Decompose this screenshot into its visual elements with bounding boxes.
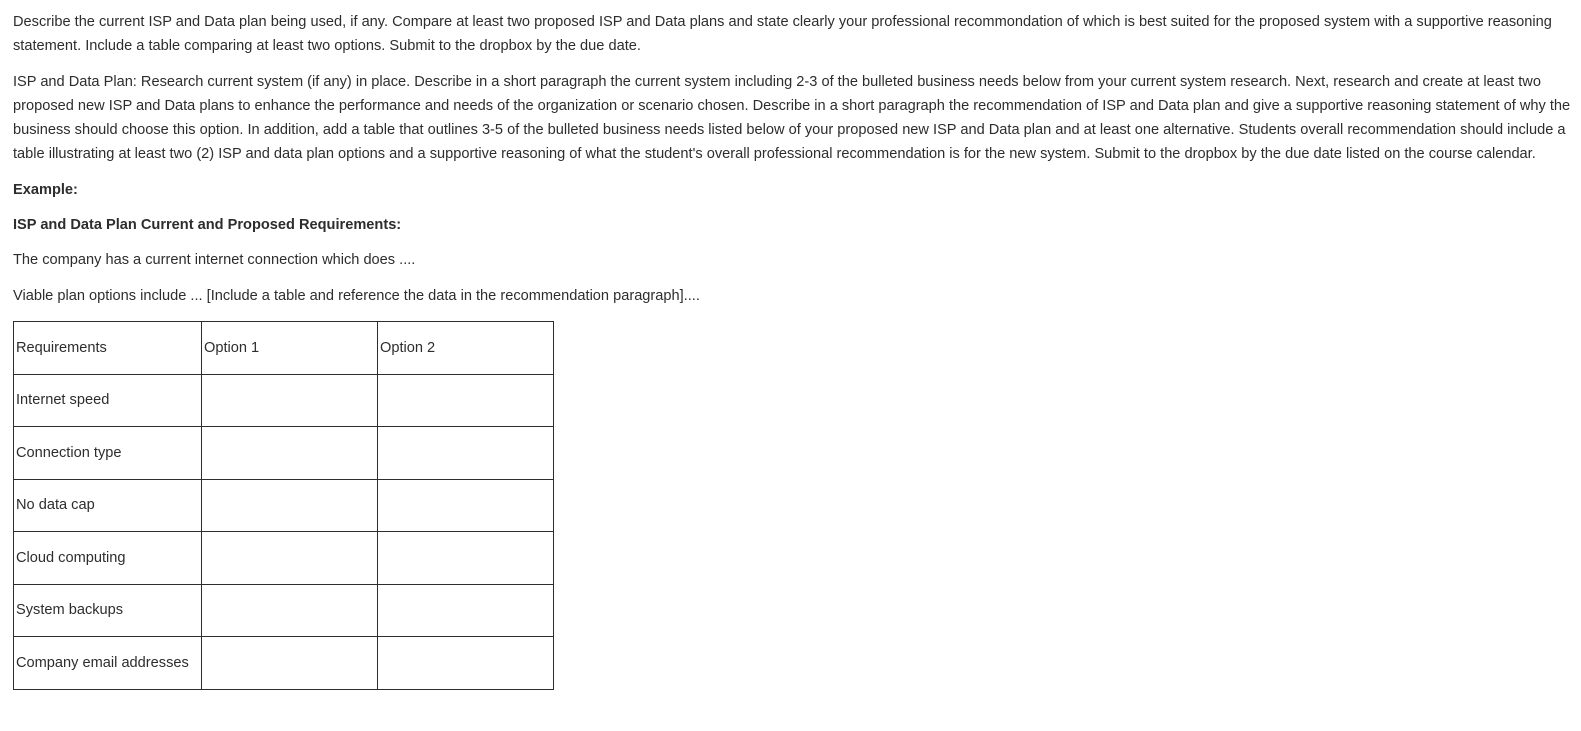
requirements-table bbox=[13, 321, 554, 690]
requirement-cell: Connection type bbox=[14, 427, 202, 480]
table-row bbox=[14, 374, 554, 427]
current-connection-text: The company has a current internet connection which does .... bbox=[13, 252, 416, 268]
option-2-cell bbox=[378, 479, 554, 532]
option-1-cell bbox=[202, 637, 378, 690]
header-cell-requirements: Requirements bbox=[14, 322, 202, 375]
option-1-cell bbox=[202, 374, 378, 427]
option-2-cell bbox=[378, 637, 554, 690]
option-2-cell bbox=[378, 427, 554, 480]
option-1-cell bbox=[202, 584, 378, 637]
requirement-cell: Cloud computing bbox=[14, 532, 202, 585]
table-row bbox=[14, 532, 554, 585]
intro-paragraph: Describe the current ISP and Data plan being used, if any. Compare at least two proposed ISP and Data plans and state clearly your professional recommondation of which is best suited for the proposed system with a supportive reasoning statement. Include a table comparing at least two options. Submit to the dropbox by the due date. bbox=[13, 14, 1552, 54]
option-1-cell bbox=[202, 479, 378, 532]
table-row bbox=[14, 584, 554, 637]
option-2-cell bbox=[378, 584, 554, 637]
requirement-cell: System backups bbox=[14, 584, 202, 637]
option-2-cell bbox=[378, 374, 554, 427]
table-row bbox=[14, 479, 554, 532]
example-label: Example: bbox=[13, 182, 78, 198]
option-1-cell bbox=[202, 427, 378, 480]
header-cell-option-1: Option 1 bbox=[202, 322, 378, 375]
details-paragraph: ISP and Data Plan: Research current system (if any) in place. Describe in a short paragraph the current system including 2-3 of the bulleted business needs below from your current system research. Next, research and create at least two proposed new ISP and Data plans to enhance the performance and needs of the organization or scenario chosen. Describe in a short paragraph the recommendation of ISP and Data plan and give a supportive reasoning statement of why the business should choose this option. In addition, add a table that outlines 3-5 of the bulleted business needs listed below of your proposed new ISP and Data plan and at least one alternative. Students overall recommendation should include a table illustrating at least two (2) ISP and data plan options and a supportive reasoning of what the student's overall professional recommendation is for the new system. Submit to the dropbox by the due date listed on the course calendar. bbox=[13, 74, 1571, 162]
option-1-cell bbox=[202, 532, 378, 585]
requirement-cell: No data cap bbox=[14, 479, 202, 532]
section-heading: ISP and Data Plan Current and Proposed Requirements: bbox=[13, 217, 402, 233]
header-cell-option-2: Option 2 bbox=[378, 322, 554, 375]
viable-options-text: Viable plan options include ... [Include a table and reference the data in the recommendation paragraph].... bbox=[13, 288, 700, 304]
requirement-cell: Company email addresses bbox=[14, 637, 202, 690]
table-row bbox=[14, 427, 554, 480]
option-2-cell bbox=[378, 532, 554, 585]
table-header-row bbox=[14, 322, 554, 375]
table-row bbox=[14, 637, 554, 690]
requirement-cell: Internet speed bbox=[14, 374, 202, 427]
